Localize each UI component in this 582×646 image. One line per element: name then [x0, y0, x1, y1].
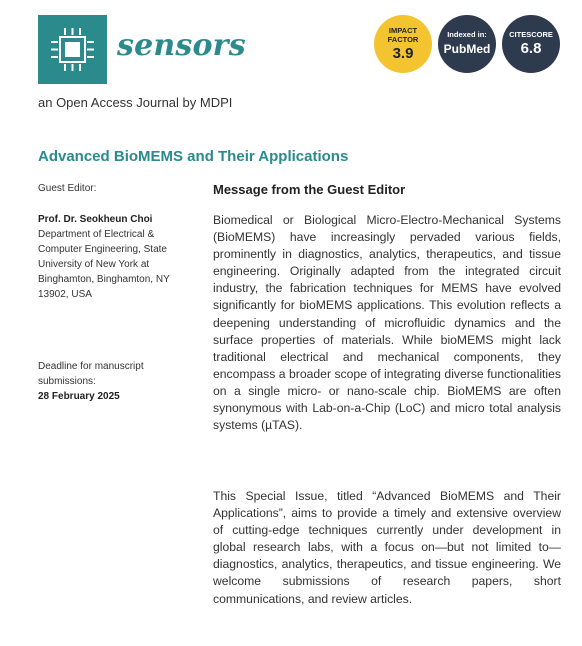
citescore-label: CITESCORE [509, 30, 553, 39]
guest-editor-affiliation: Department of Electrical & Computer Engineering, State University of New York at Binghamton, Binghamton, NY 13902, USA [38, 229, 170, 300]
citescore-badge [502, 15, 560, 73]
pubmed-value: PubMed [443, 42, 491, 56]
guest-editor-name: Prof. Dr. Seokheun Choi [38, 214, 153, 225]
journal-name: sensors [117, 28, 246, 63]
deadline-label: Deadline for manuscript submissions: [38, 361, 144, 387]
message-paragraph-2: This Special Issue, titled “Advanced BioMEMS and Their Applications”, aims to provide a timely and extensive overview of cutting-edge techniques currently under development in global research labs, with a focus on—but not limited to—diagnostics, analytics, therapeutics, and tissue engineering. We welcome submissions of research papers, short communications, and review articles. [213, 489, 561, 606]
message-heading: Message from the Guest Editor [213, 182, 406, 197]
journal-tagline: an Open Access Journal by MDPI [38, 95, 233, 110]
impact-factor-value: 3.9 [392, 44, 414, 62]
deadline-date: 28 February 2025 [38, 391, 120, 402]
special-issue-title: Advanced BioMEMS and Their Applications [38, 148, 349, 165]
pubmed-badge [438, 15, 496, 73]
message-paragraph-1: Biomedical or Biological Micro-Electro-Mechanical Systems (BioMEMS) have increasingly pervaded various fields, prominently in diagnostics, analytics, therapeutics, and tissue engineering. Originally adapted from the integrated circuit industry, the fabrication techniques for MEMS have evolved significantly for bioMEMS applications. This evolution reflects a deepening understanding of microfluidic dynamics and the surface properties of materials. While bioMEMS might lack traditional electrical and mechanical components, they encompass a broader scope of integrating diverse functionalities on a single micro- or nano-scale chip. BioMEMS are often synonymous with Lab-on-a-Chip (LoC) and micro total analysis systems (µTAS). [213, 213, 561, 433]
impact-factor-label: IMPACT FACTOR [387, 25, 419, 44]
journal-logo [38, 15, 107, 84]
pubmed-label: Indexed in: [447, 30, 487, 39]
citescore-value: 6.8 [520, 40, 542, 57]
impact-factor-badge [374, 15, 432, 73]
guest-editor-label: Guest Editor: [38, 183, 97, 194]
chip-icon [38, 15, 107, 84]
